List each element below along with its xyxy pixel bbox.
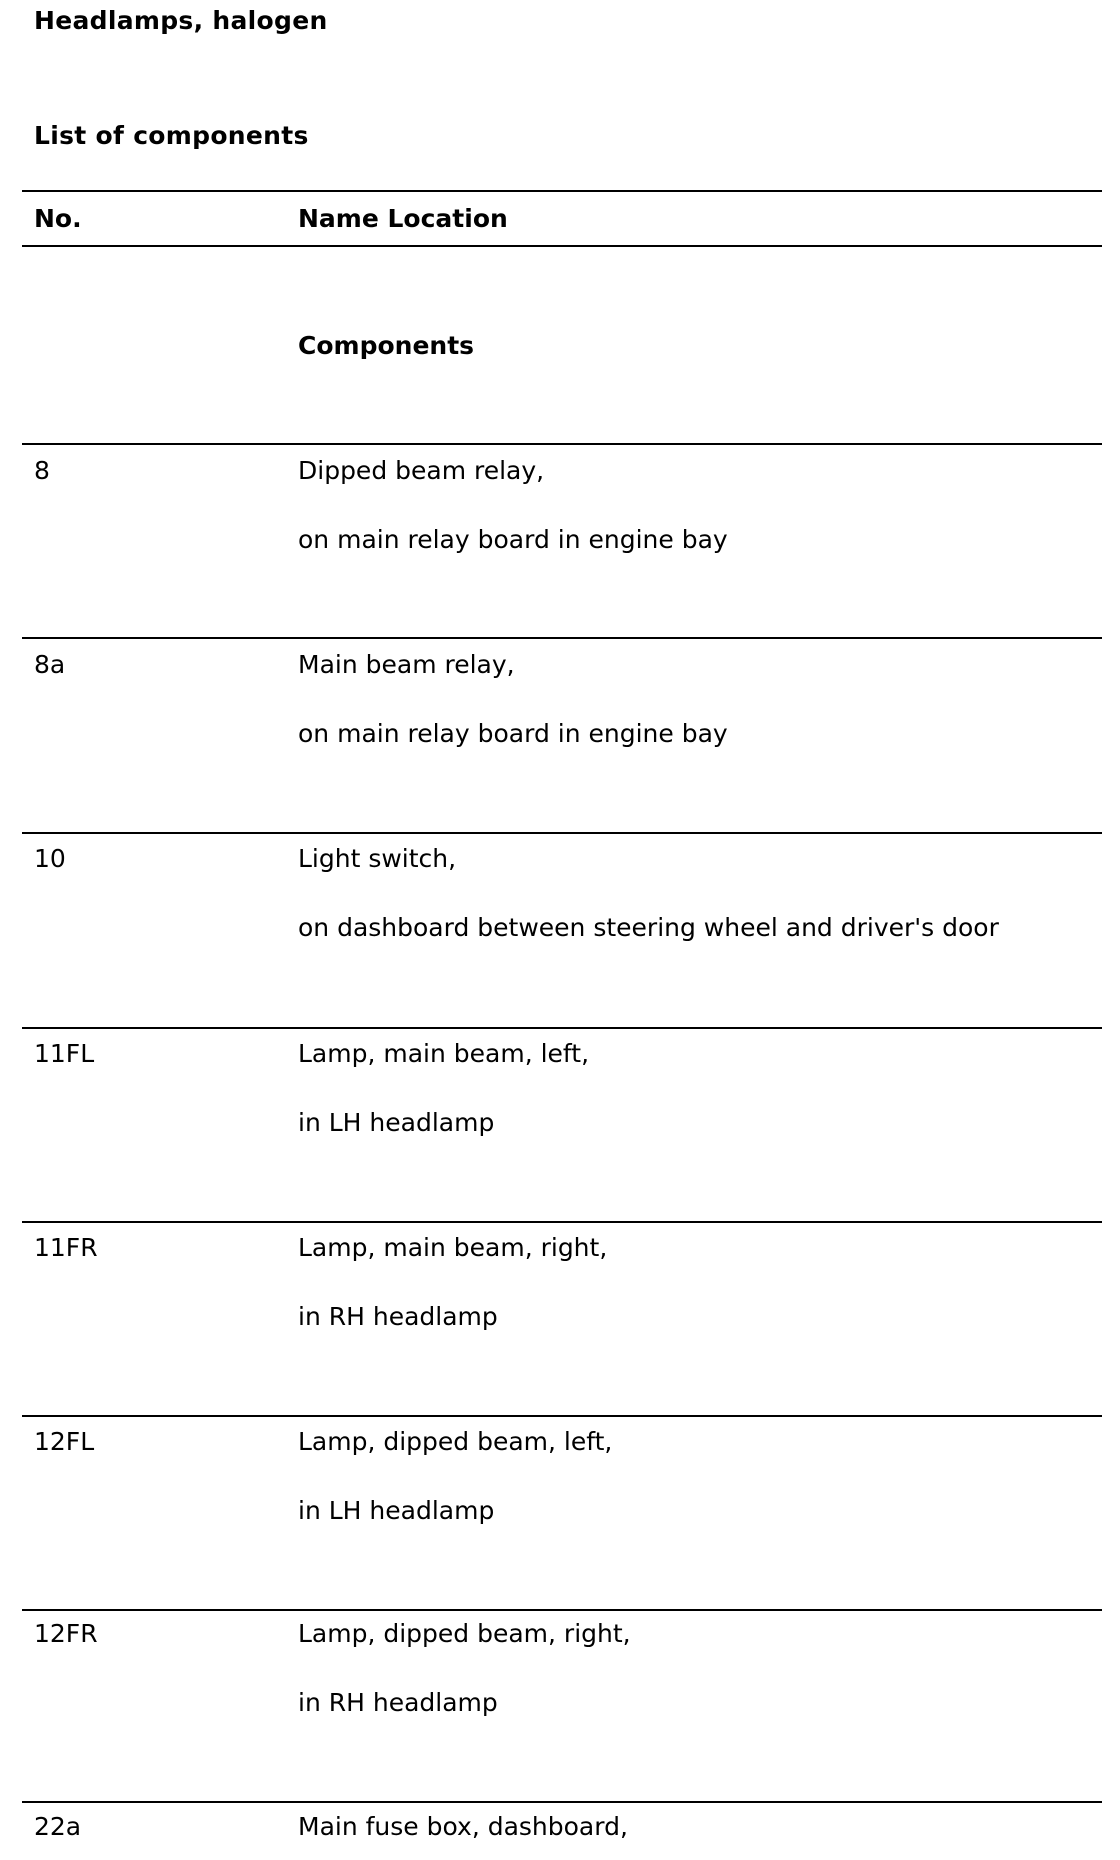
row-location: in LH headlamp [298,1496,495,1525]
row-rule [22,637,1102,639]
row-name: Main fuse box, dashboard, [298,1812,628,1841]
row-name: Lamp, dipped beam, left, [298,1427,613,1456]
row-location: in LH headlamp [298,1108,495,1137]
row-rule [22,1027,1102,1029]
header-bottom-rule [22,245,1102,247]
document-title: Headlamps, halogen [34,6,328,35]
row-rule [22,832,1102,834]
section-title: List of components [34,121,309,150]
row-number: 11FL [34,1039,95,1068]
row-rule [22,1609,1102,1611]
row-name: Light switch, [298,844,457,873]
row-location: on dashboard between steering wheel and driver's door [298,913,999,942]
row-name: Main beam relay, [298,650,515,679]
row-number: 12FR [34,1619,98,1648]
row-number: 10 [34,844,66,873]
row-rule [22,1415,1102,1417]
row-location: on main relay board in engine bay [298,719,728,748]
header-no: No. [34,204,82,233]
row-rule [22,1801,1102,1803]
row-location: on main relay board in engine bay [298,525,728,554]
row-number: 12FL [34,1427,95,1456]
row-number: 11FR [34,1233,98,1262]
row-rule [22,443,1102,445]
row-name: Dipped beam relay, [298,456,545,485]
row-location: in RH headlamp [298,1688,498,1717]
row-number: 8a [34,650,66,679]
header-name-location: Name Location [298,204,508,233]
row-name: Lamp, main beam, right, [298,1233,608,1262]
row-rule [22,1221,1102,1223]
row-number: 22a [34,1812,82,1841]
row-name: Lamp, main beam, left, [298,1039,590,1068]
row-number: 8 [34,456,50,485]
row-location: in RH headlamp [298,1302,498,1331]
table-top-rule [22,190,1102,192]
group-heading: Components [298,331,475,360]
row-name: Lamp, dipped beam, right, [298,1619,631,1648]
